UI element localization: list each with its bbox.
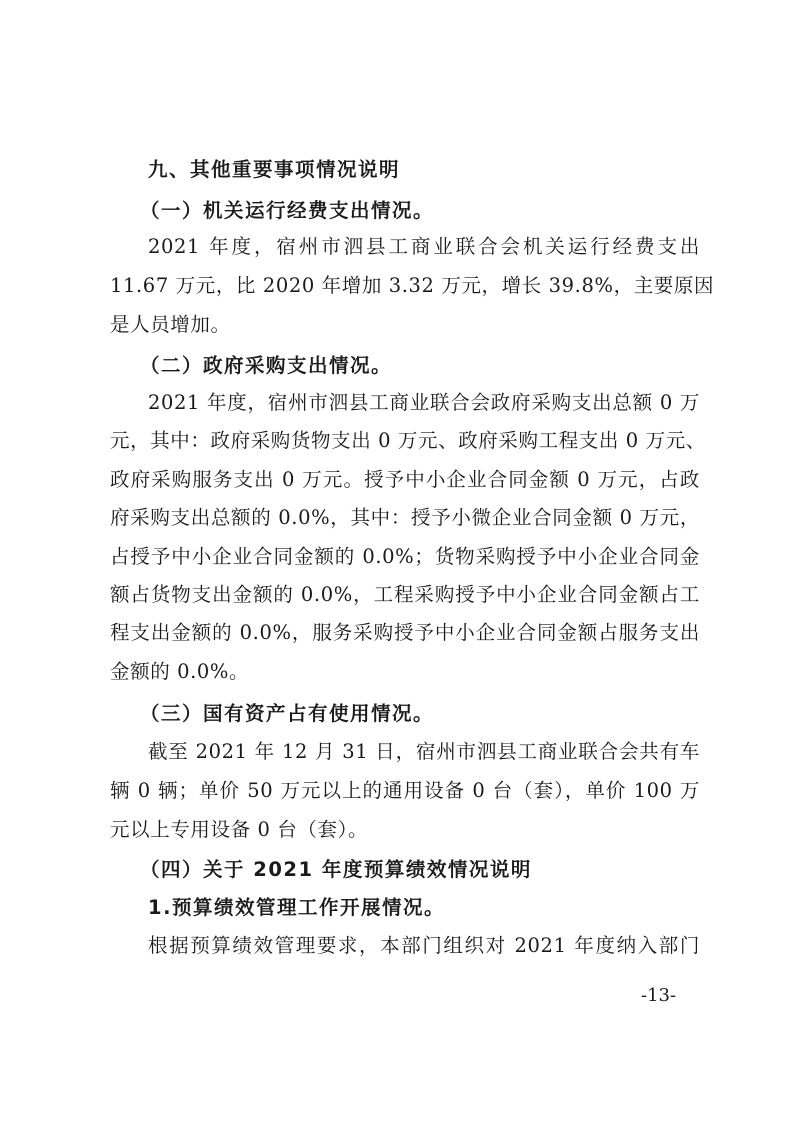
section-heading: 九、其他重要事项情况说明 <box>148 158 401 181</box>
paragraph-line: 2021 年度，宿州市泗县工商业联合会政府采购支出总额 0 万 <box>148 391 700 414</box>
paragraph-line: 府采购支出总额的 0.0%，其中：授予小微企业合同金额 0 万元， <box>110 506 700 529</box>
paragraph-line: 元，其中：政府采购货物支出 0 万元、政府采购工程支出 0 万元、 <box>110 429 706 452</box>
subsection-heading: （四）关于 2021 年度预算绩效情况说明 <box>140 858 532 881</box>
paragraph-line: 程支出金额的 0.0%，服务采购授予中小企业合同金额占服务支出 <box>110 621 700 644</box>
paragraph-line: 根据预算绩效管理要求，本部门组织对 2021 年度纳入部门 <box>148 934 700 957</box>
paragraph-line: 是人员增加。 <box>110 313 231 336</box>
paragraph-line: 截至 2021 年 12 月 31 日，宿州市泗县工商业联合会共有车 <box>148 740 700 763</box>
subsection-heading: （三）国有资产占有使用情况。 <box>140 702 435 725</box>
paragraph-line: 占授予中小企业合同金额的 0.0%；货物采购授予中小企业合同金 <box>110 545 700 568</box>
subsection-heading: （一）机关运行经费支出情况。 <box>140 199 435 222</box>
paragraph-line: 政府采购服务支出 0 万元。授予中小企业合同金额 0 万元，占政 <box>110 468 700 491</box>
paragraph-line: 额占货物支出金额的 0.0%，工程采购授予中小企业合同金额占工 <box>110 583 700 606</box>
subsection-heading: （二）政府采购支出情况。 <box>140 354 393 377</box>
paragraph-line: 11.67 万元，比 2020 年增加 3.32 万元，增长 39.8%，主要原因 <box>110 274 715 297</box>
paragraph-line: 金额的 0.0%。 <box>110 660 250 683</box>
paragraph-line: 元以上专用设备 0 台（套）。 <box>110 818 369 841</box>
paragraph-line: 2021 年度，宿州市泗县工商业联合会机关运行经费支出 <box>148 235 700 258</box>
item-heading: 1.预算绩效管理工作开展情况。 <box>148 896 445 919</box>
paragraph-line: 辆 0 辆；单价 50 万元以上的通用设备 0 台（套），单价 100 万 <box>110 779 700 802</box>
page-number: -13- <box>641 985 677 1006</box>
